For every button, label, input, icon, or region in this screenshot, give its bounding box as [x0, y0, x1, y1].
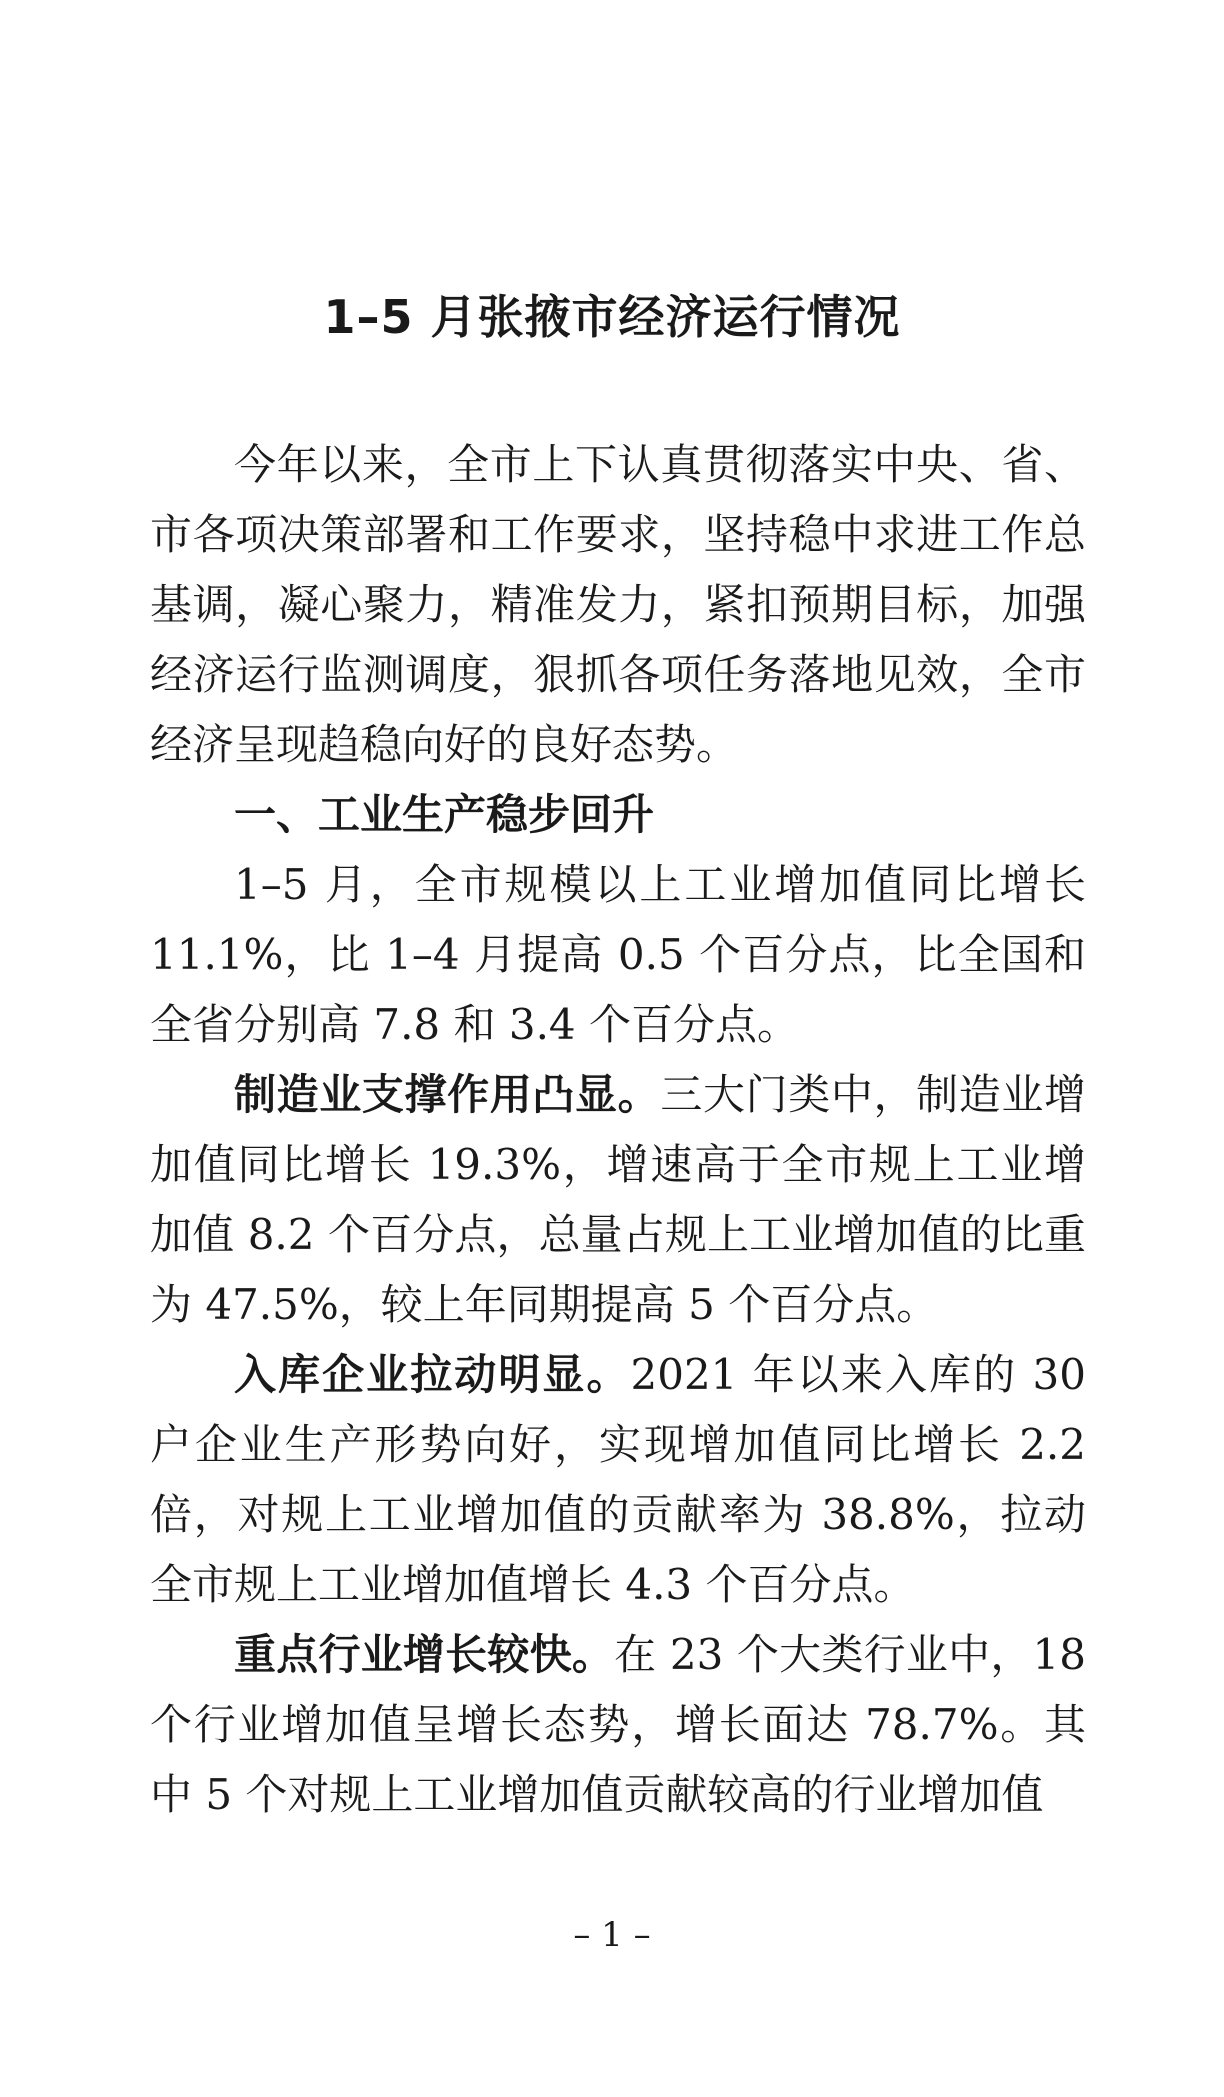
section-heading-industry — [150, 780, 1086, 850]
paragraph-text: 2021 年以来入库的 30 户企业生产形势向好，实现增加值同比增长 2.2 倍，对规上工业增加值的贡献率为 38.8%，拉动全市规上工业增加值增长 4.3 个百分点。 — [150, 1350, 1086, 1609]
paragraph-lead: 重点行业增长较快。 — [234, 1630, 615, 1679]
paragraph-text: 1–5 月，全市规模以上工业增加值同比增长 11.1%，比 1–4 月提高 0.5 个百分点，比全国和全省分别高 7.8 和 3.4 个百分点。 — [150, 860, 1086, 1049]
paragraph-lead: 入库企业拉动明显。 — [234, 1350, 631, 1399]
document-title: 1–5 月张掖市经济运行情况 — [323, 290, 901, 344]
section-heading-text: 一、工业生产稳步回升 — [234, 790, 655, 839]
paragraph-industry-overview — [150, 850, 1086, 1060]
paragraph-text: 三大门类中，制造业增加值同比增长 19.3%，增速高于全市规上工业增加值 8.2 个百分点，总量占规上工业增加值的比重为 47.5%，较上年同期提高 5 个百分点。 — [150, 1070, 1086, 1329]
paragraph-lead: 制造业支撑作用凸显。 — [234, 1070, 661, 1119]
paragraph-intro — [150, 430, 1086, 780]
paragraph-text: 在 23 个大类行业中，18 个行业增加值呈增长态势，增长面达 78.7%。其中 5 个对规上工业增加值贡献较高的行业增加值 — [150, 1630, 1086, 1819]
paragraph-key-industries — [150, 1620, 1086, 1830]
paragraph-manufacturing — [150, 1060, 1086, 1340]
page-number: – 1 – — [573, 1915, 651, 1955]
document-body — [150, 430, 1086, 1830]
paragraph-new-enterprises — [150, 1340, 1086, 1620]
paragraph-text: 今年以来，全市上下认真贯彻落实中央、省、市各项决策部署和工作要求，坚持稳中求进工作总基调，凝心聚力，精准发力，紧扣预期目标，加强经济运行监测调度，狠抓各项任务落地见效，全市经济呈现趋稳向好的良好态势。 — [150, 440, 1086, 769]
